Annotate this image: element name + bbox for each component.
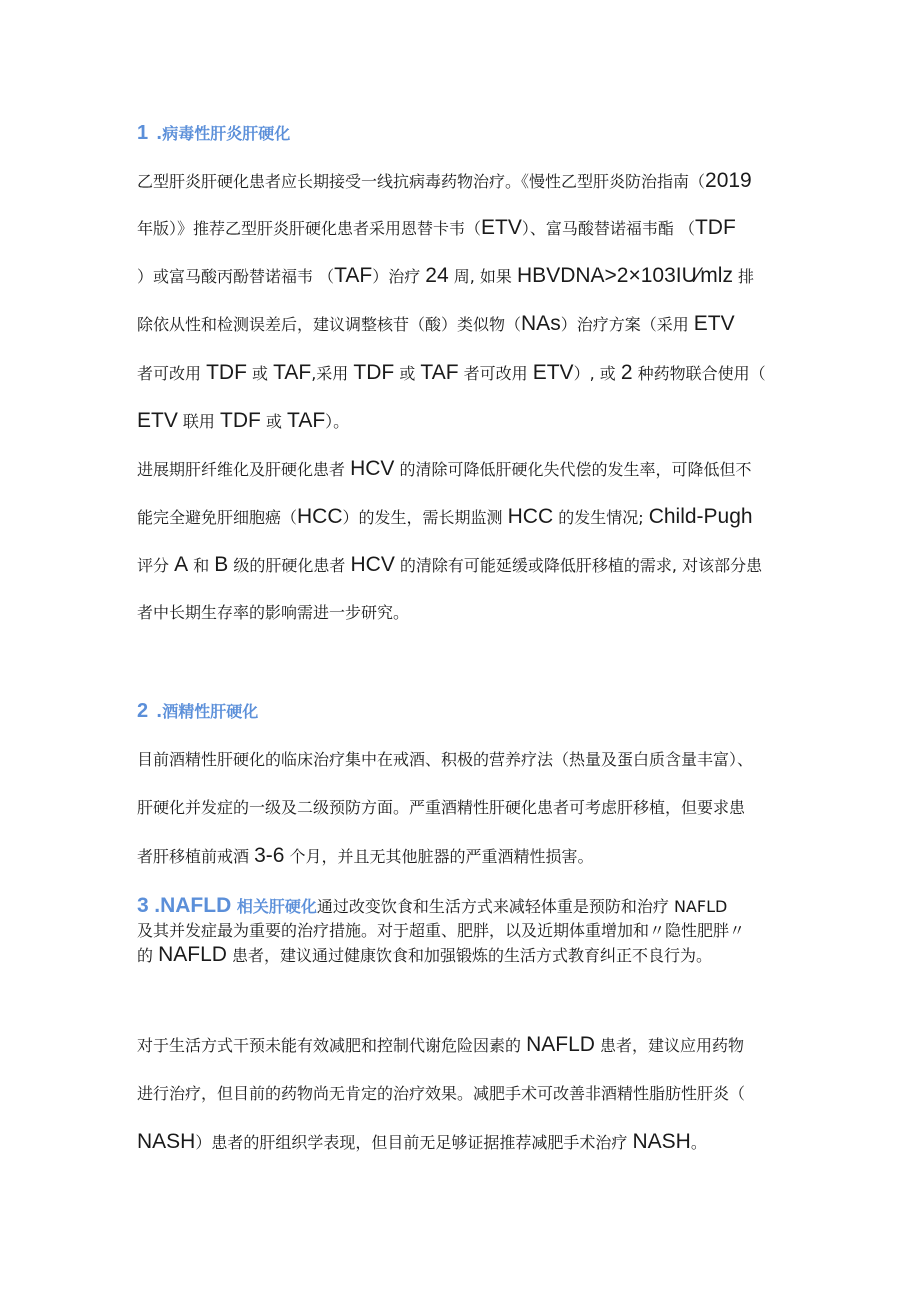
section-1-title: .病毒性肝炎肝硬化	[156, 124, 291, 143]
s3-p1-line-3: 的 NAFLD 患者，建议通过健康饮食和加强锻炼的生活方式教育纠正不良行为。	[137, 944, 713, 966]
s1-p1-line-2: 年版）》推荐乙型肝炎肝硬化患者采用恩替卡韦（ETV）、富马酸替诺福韦酯 （TDF	[137, 217, 736, 239]
s1-p1-line-3: ）或富马酸丙酚替诺福韦 （TAF）治疗 24 周, 如果 HBVDNA>2×103IU∕mlz 排	[137, 265, 755, 287]
s3-p1-line-1	[137, 895, 787, 918]
section-3-heading	[137, 897, 317, 916]
s3-p2-line-1: 对于生活方式干预未能有效减肥和控制代谢危险因素的 NAFLD 患者，建议应用药物	[137, 1034, 745, 1056]
s1-p2-line-4: 者中长期生存率的影响需进一步研究。	[137, 603, 410, 622]
s2-p1-line-2: 肝硬化并发症的一级及二级预防方面。严重酒精性肝硬化患者可考虑肝移植，但要求患	[137, 798, 746, 817]
section-3-title-latin: .NAFLD	[154, 895, 232, 917]
section-3-line1-text: 通过改变饮食和生活方式来减轻体重是预防和治疗 NAFLD	[316, 897, 728, 916]
section-3-number: 3	[137, 895, 149, 917]
section-1-number: 1	[137, 122, 149, 144]
s1-p2-line-2: 能完全避免肝细胞癌（HCC）的发生，需长期监测 HCC 的发生情况; Child-Pugh	[137, 506, 753, 528]
section-1-heading	[137, 123, 290, 144]
s1-p1-line-5: 者可改用 TDF 或 TAF,采用 TDF 或 TAF 者可改用 ETV）, 或 2 种药物联合使用（	[137, 362, 766, 384]
section-2-number: 2	[137, 700, 149, 722]
s1-p1-line-6: ETV 联用 TDF 或 TAF）。	[137, 410, 350, 432]
s3-p2-line-3: NASH）患者的肝组织学表现，但目前无足够证据推荐减肥手术治疗 NASH。	[137, 1131, 707, 1153]
section-3-title-cn: 相关肝硬化	[236, 897, 317, 916]
section-2-heading	[137, 701, 258, 722]
s3-p2-line-2: 进行治疗，但目前的药物尚无肯定的治疗效果。减肥手术可改善非酒精性脂肪性肝炎（	[137, 1084, 746, 1103]
section-2-title: .酒精性肝硬化	[156, 702, 259, 721]
s1-p1-line-1: 乙型肝炎肝硬化患者应长期接受一线抗病毒药物治疗。《慢性乙型肝炎防治指南（2019	[137, 170, 752, 192]
s2-p1-line-1: 目前酒精性肝硬化的临床治疗集中在戒酒、积极的营养疗法（热量及蛋白质含量丰富）、	[137, 750, 754, 769]
s1-p1-line-4: 除依从性和检测误差后，建议调整核苷（酸）类似物（NAs）治疗方案（采用 ETV	[137, 313, 735, 335]
s1-p2-line-3: 评分 A 和 B 级的肝硬化患者 HCV 的清除有可能延缓或降低肝移植的需求, 对该部分患	[137, 554, 763, 576]
s3-p1-line-2: 及其并发症最为重要的治疗措施。对于超重、肥胖，以及近期体重增加和〃隐性肥胖〃	[137, 921, 746, 940]
s2-p1-line-3: 者肝移植前戒酒 3-6 个月，并且无其他脏器的严重酒精性损害。	[137, 845, 594, 867]
s1-p2-line-1: 进展期肝纤维化及肝硬化患者 HCV 的清除可降低肝硬化失代偿的发生率，可降低但不	[137, 458, 752, 480]
